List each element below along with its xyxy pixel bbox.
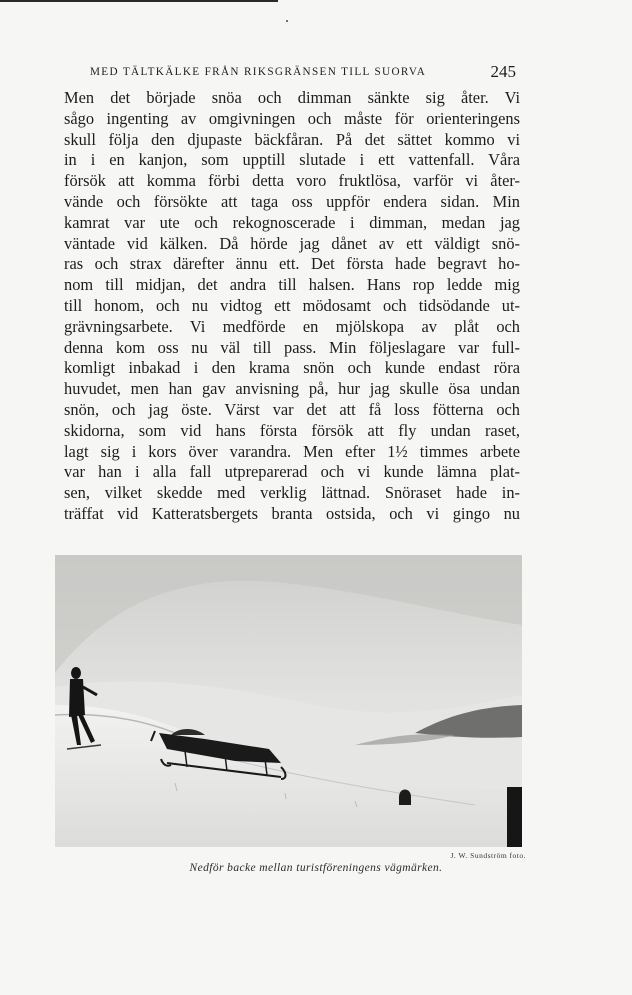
text-line: träffat vid Katteratsbergets branta ostsida, och vi gingo nu — [64, 503, 520, 523]
text-line: väntade vid kälken. Då hörde jag dånet av ett väldigt snö- — [64, 233, 520, 253]
text-line: ras och strax därefter ännu ett. Det första hade begravt ho- — [64, 254, 520, 274]
text-line: in i en kanjon, som upptill slutade i ett vattenfall. Våra — [64, 150, 520, 170]
trail-marker-cairn — [399, 790, 411, 806]
running-head-title: MED TÄLTKÄLKE FRÅN RIKSGRÄNSEN TILL SUORVA — [90, 66, 427, 78]
text-line: skidorna, som vid hans första försök att fly undan raset, — [64, 420, 520, 440]
text-line: nom till midjan, det andra till halsen. Hans rop ledde mig — [64, 275, 520, 295]
photo-credit: J. W. Sundström foto. — [450, 851, 526, 860]
text-line: huvudet, men han gav anvisning på, hur jag skulle ösa undan — [64, 379, 520, 399]
photo-edge-post — [507, 787, 522, 847]
text-line: lagt sig i kors över varandra. Men efter 1½ timmes arbete — [64, 441, 520, 461]
body-text — [64, 88, 520, 525]
top-border-rule — [0, 0, 278, 2]
snow-photograph — [55, 555, 522, 847]
text-line: sågo ingenting av omgivningen och måste för orienteringens — [64, 108, 520, 128]
text-line: skull följa den djupaste bäckfåran. På det sättet kommo vi — [64, 129, 520, 149]
text-line: vände och försökte att taga oss uppför endera sidan. Min — [64, 191, 520, 211]
text-line: denna kom oss nu väl till pass. Min följeslagare var full- — [64, 337, 520, 357]
figure-caption: Nedför backe mellan turistföreningens vägmärken. — [189, 862, 443, 874]
text-line: grävningsarbete. Vi medförde en mjölskopa av plåt och — [64, 316, 520, 336]
text-line: till honom, och nu vidtog ett mödosamt och tidsödande ut- — [64, 295, 520, 315]
text-line: Men det började snöa och dimman sänkte sig åter. Vi — [64, 88, 520, 107]
page-number: 245 — [490, 62, 516, 81]
text-line: var han i alla fall utpreparerad och vi kunde lämna plat- — [64, 462, 520, 482]
text-line: sen, vilket skedde med verklig lättnad. Snöraset hade in- — [64, 483, 520, 503]
text-line: försök att komma förbi detta voro fruktlösa, varför vi åter- — [64, 171, 520, 191]
text-line: kamrat var ute och rekognoscerade i dimman, medan jag — [64, 212, 520, 232]
running-head — [90, 62, 520, 82]
photo-illustration — [55, 555, 522, 847]
text-line: snön, och jag öste. Värst var det att få loss fötterna och — [64, 399, 520, 419]
text-line: komligt inbakad i den krama snön och kunde endast röra — [64, 358, 520, 378]
print-speck — [286, 20, 288, 22]
